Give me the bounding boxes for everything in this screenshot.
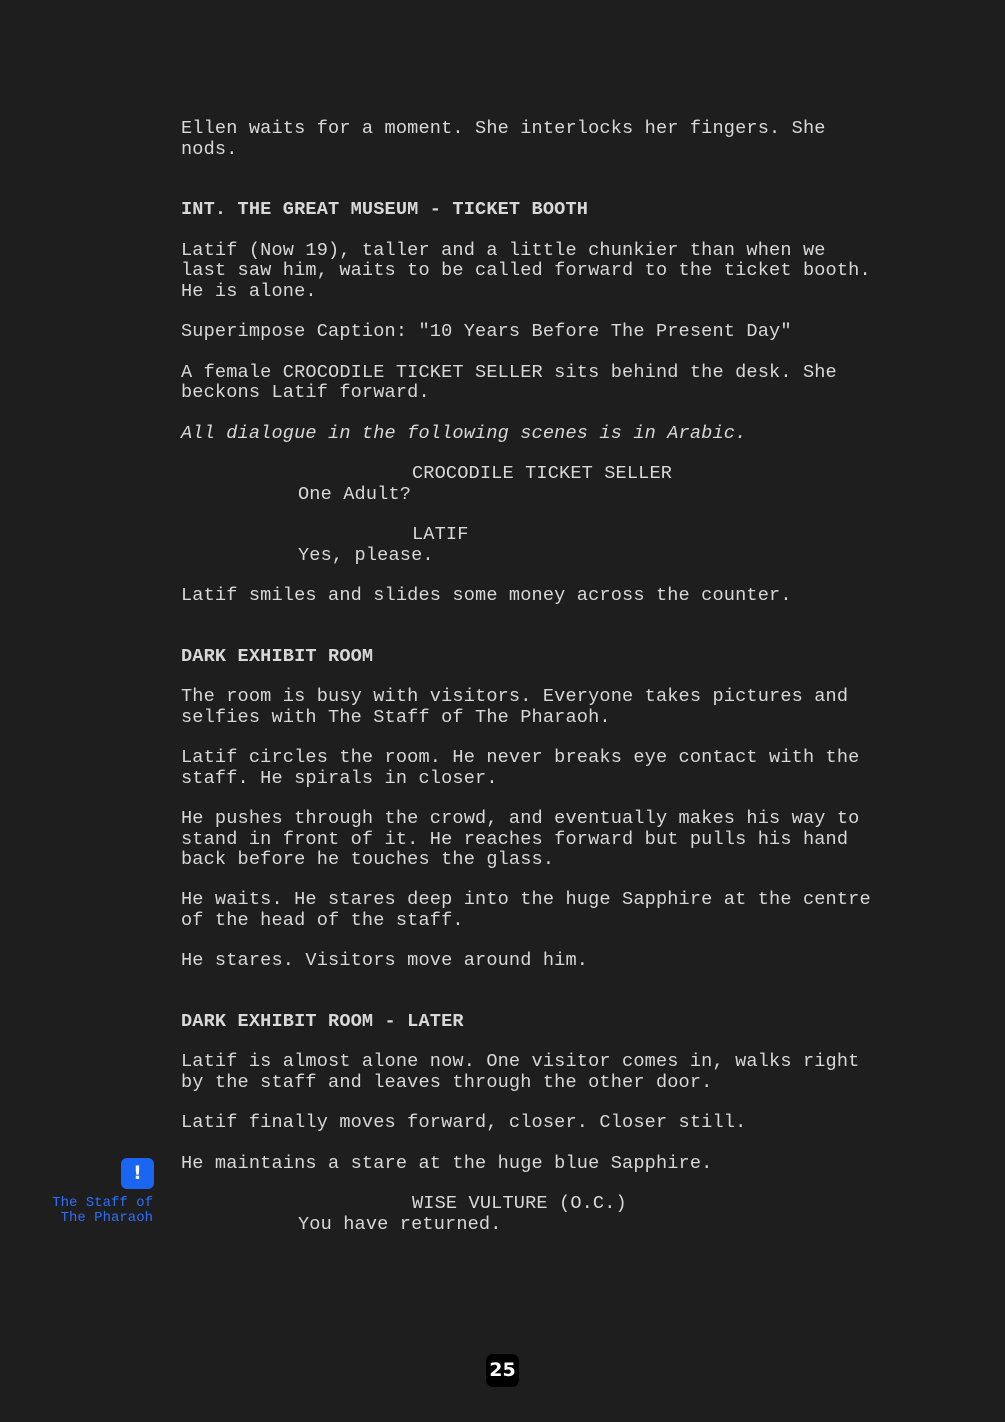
- action-line: Latif smiles and slides some money across the counter.: [181, 585, 792, 606]
- action-line: Latif (Now 19), taller and a little chunkier than when we: [181, 239, 826, 261]
- margin-note[interactable]: The Staff of The Pharaoh: [52, 1195, 153, 1226]
- character-name: CROCODILE TICKET SELLER: [412, 463, 673, 484]
- action-line: back before he touches the glass.: [181, 849, 555, 870]
- action-line: He stares. Visitors move around him.: [181, 949, 589, 971]
- action-line: All dialogue in the following scenes is in Arabic.: [181, 422, 747, 444]
- action-line: Superimpose Caption: "10 Years Before The Present Day": [181, 321, 792, 342]
- action-line: A female CROCODILE TICKET SELLER sits behind the desk. She: [181, 361, 837, 383]
- action-line: of the head of the staff.: [181, 909, 464, 931]
- action-line: He waits. He stares deep into the huge Sapphire at the centre: [181, 889, 871, 910]
- action-line: He pushes through the crowd, and eventually makes his way to: [181, 808, 860, 829]
- dialogue-line: You have returned.: [298, 1213, 502, 1235]
- action-line: He is alone.: [181, 280, 317, 302]
- dialogue-line: Yes, please.: [298, 544, 434, 566]
- scene-heading: DARK EXHIBIT ROOM: [181, 645, 374, 667]
- note-alert-icon[interactable]: !: [121, 1158, 154, 1189]
- action-line: Latif is almost alone now. One visitor comes in, walks right: [181, 1051, 860, 1072]
- dialogue-line: One Adult?: [298, 483, 412, 505]
- action-line: He maintains a stare at the huge blue Sapphire.: [181, 1152, 713, 1174]
- action-line: Latif finally moves forward, closer. Closer still.: [181, 1112, 747, 1133]
- action-line: staff. He spirals in closer.: [181, 767, 498, 789]
- action-line: Latif circles the room. He never breaks eye contact with the: [181, 747, 860, 768]
- character-name: WISE VULTURE (O.C.): [412, 1193, 627, 1214]
- character-name: LATIF: [412, 524, 469, 545]
- page-number: 25: [486, 1354, 519, 1387]
- action-line: selfies with The Staff of The Pharaoh.: [181, 706, 611, 728]
- action-line: by the staff and leaves through the other door.: [181, 1071, 713, 1093]
- scene-heading: DARK EXHIBIT ROOM - LATER: [181, 1010, 464, 1032]
- scene-heading: INT. THE GREAT MUSEUM - TICKET BOOTH: [181, 199, 589, 220]
- action-line: beckons Latif forward.: [181, 382, 430, 403]
- action-line: nods.: [181, 138, 238, 160]
- action-line: Ellen waits for a moment. She interlocks her fingers. She: [181, 118, 826, 139]
- action-line: stand in front of it. He reaches forward but pulls his hand: [181, 828, 849, 850]
- action-line: last saw him, waits to be called forward to the ticket booth.: [181, 260, 871, 281]
- action-line: The room is busy with visitors. Everyone takes pictures and: [181, 686, 849, 707]
